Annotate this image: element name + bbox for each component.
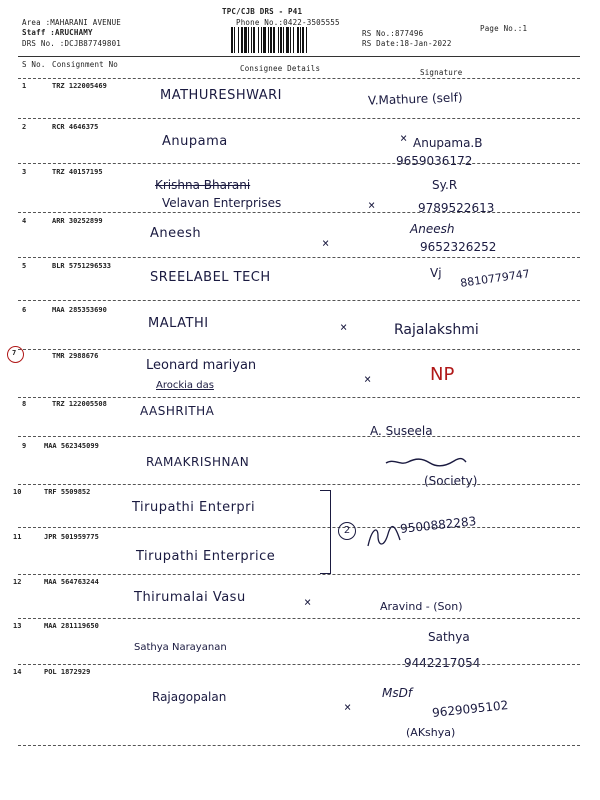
- row-3-consignee-struck: Krishna Bharani: [155, 178, 251, 192]
- row-8-sno: 8: [22, 400, 27, 408]
- row-9-divider: [18, 484, 580, 485]
- page-number: Page No.:1: [480, 24, 528, 33]
- row-2-phone: 9659036172: [396, 154, 473, 168]
- row-3-sno: 3: [22, 168, 27, 176]
- row-13-phone: 9442217054: [404, 656, 481, 670]
- drs-number: DRS No. :DCJB87749801: [22, 39, 122, 48]
- column-signature: Signature: [420, 68, 463, 77]
- header-divider: [18, 56, 580, 57]
- row-3-divider: [18, 212, 580, 213]
- row-11-consignment: JPR 501959775: [44, 533, 99, 541]
- row-4-sno: 4: [22, 217, 27, 225]
- row-2-signature: Anupama.B: [413, 136, 483, 150]
- group-bracket: [320, 490, 331, 574]
- row-6-signature: Rajalakshmi: [394, 322, 479, 338]
- row-2-sno: 2: [22, 123, 27, 131]
- barcode: [230, 27, 358, 53]
- row-6-sno: 6: [22, 306, 27, 314]
- row-14-divider: [18, 745, 580, 746]
- row-1-consignment: TRZ 122005469: [52, 82, 107, 90]
- row-9-scribble: [384, 452, 468, 462]
- row-7-divider: [18, 397, 580, 398]
- area-label: Area :MAHARANI AVENUE: [22, 18, 122, 27]
- row-10-sno: 10: [13, 488, 22, 496]
- row-12-tick-mark: ×: [304, 595, 312, 609]
- row-3-consignment: TRZ 40157195: [52, 168, 103, 176]
- row-4-signature: Aneesh: [410, 222, 455, 236]
- row-5-consignee: SREELABEL TECH: [150, 270, 271, 285]
- group-count-mark: 2: [338, 522, 356, 540]
- row-5-sno: 5: [22, 262, 27, 270]
- row-13-consignment: MAA 281119650: [44, 622, 99, 630]
- row-9-consignment: MAA 562345099: [44, 442, 99, 450]
- row-1-sno: 1: [22, 82, 27, 90]
- row-5-divider: [18, 300, 580, 301]
- row-2-consignment: RCR 4646375: [52, 123, 99, 131]
- column-consignment: Consignment No: [52, 60, 119, 69]
- row-2-divider: [18, 163, 580, 164]
- row-7-consignee-line2: Arockia das: [156, 380, 214, 391]
- row-14-signature: MsDf: [382, 686, 413, 700]
- row-1-signature: V.Mathure (self): [367, 90, 463, 108]
- row-5-consignment: BLR 5751296533: [52, 262, 112, 270]
- row-3-signature: Sy.R: [432, 178, 458, 192]
- row-8-signature: A. Suseela: [370, 424, 433, 438]
- row-12-consignment: MAA 564763244: [44, 578, 99, 586]
- row-13-divider: [18, 664, 580, 665]
- rs-number: RS No.:877496: [362, 29, 424, 38]
- row-5-signature: Vj: [430, 266, 442, 280]
- row-5-phone: 8810779747: [459, 267, 531, 290]
- row-6-tick-mark: ×: [340, 320, 348, 334]
- row-11-consignee: Tirupathi Enterprice: [136, 549, 276, 564]
- row-4-phone: 9652326252: [420, 240, 497, 254]
- row-13-consignee: Sathya Narayanan: [134, 642, 227, 653]
- row-4-tick-mark: ×: [322, 236, 330, 250]
- row-2-tick-mark: ×: [400, 131, 408, 145]
- row-7-sno: 7: [12, 349, 17, 357]
- row-14-phone: 9629095102: [431, 698, 509, 720]
- row-13-sno: 13: [13, 622, 22, 630]
- row-11-sno: 11: [13, 533, 22, 541]
- row-9-signature: (Society): [424, 474, 478, 488]
- row-12-sno: 12: [13, 578, 22, 586]
- row-10-divider: [18, 527, 580, 528]
- rs-date: RS Date:18-Jan-2022: [362, 39, 452, 48]
- row-7-tick-mark: ×: [364, 372, 372, 386]
- row-1-divider: [18, 118, 580, 119]
- row-4-divider: [18, 257, 580, 258]
- phone-number: Phone No.:0422-3505555: [236, 18, 340, 27]
- row-11-divider: [18, 574, 580, 575]
- document-title: TPC/CJB DRS - P41: [222, 7, 303, 16]
- row-9-consignee: RAMAKRISHNAN: [146, 455, 250, 469]
- row-9-sno: 9: [22, 442, 27, 450]
- row-7-consignment: TMR 2988676: [52, 352, 99, 360]
- row-12-divider: [18, 618, 580, 619]
- row-4-consignee: Aneesh: [150, 226, 202, 241]
- group-signature-scribble: [364, 524, 404, 553]
- row-14-sno: 14: [13, 668, 22, 676]
- row-8-consignee: AASHRITHA: [140, 404, 215, 418]
- row-13-signature: Sathya: [428, 630, 470, 644]
- row-8-divider: [18, 436, 580, 437]
- row-6-consignment: MAA 285353690: [52, 306, 107, 314]
- row-8-consignment: TRZ 122005508: [52, 400, 107, 408]
- row-12-consignee: Thirumalai Vasu: [134, 590, 246, 605]
- row-7-consignee: Leonard mariyan: [146, 358, 257, 373]
- row-1-consignee: MATHURESHWARI: [160, 88, 283, 103]
- column-sno: S No.: [22, 60, 46, 69]
- row-14-tick-mark: ×: [344, 700, 352, 714]
- row-10-consignment: TRF 5509852: [44, 488, 91, 496]
- row-2-consignee: Anupama: [162, 134, 228, 149]
- row-4-consignment: ARR 30252899: [52, 217, 103, 225]
- column-consignee: Consignee Details: [240, 64, 321, 73]
- row-3-tick-mark: ×: [368, 198, 376, 212]
- row-14-consignment: POL 1872929: [44, 668, 91, 676]
- row-11-signature: 9500882283: [399, 514, 477, 536]
- row-12-signature: Aravind - (Son): [380, 600, 463, 613]
- row-3-consignee: Velavan Enterprises: [162, 196, 282, 210]
- row-14-note: (AKshya): [406, 726, 456, 739]
- row-7-signature: NP: [430, 364, 455, 385]
- row-6-consignee: MALATHI: [148, 316, 209, 331]
- row-6-divider: [18, 349, 580, 350]
- header-bottom-rule: [18, 78, 580, 79]
- row-14-consignee: Rajagopalan: [152, 690, 227, 704]
- row-10-consignee: Tirupathi Enterpri: [132, 500, 256, 515]
- row-3-phone: 9789522613: [418, 201, 495, 215]
- staff-label: Staff :ARUCHAMY: [22, 28, 93, 37]
